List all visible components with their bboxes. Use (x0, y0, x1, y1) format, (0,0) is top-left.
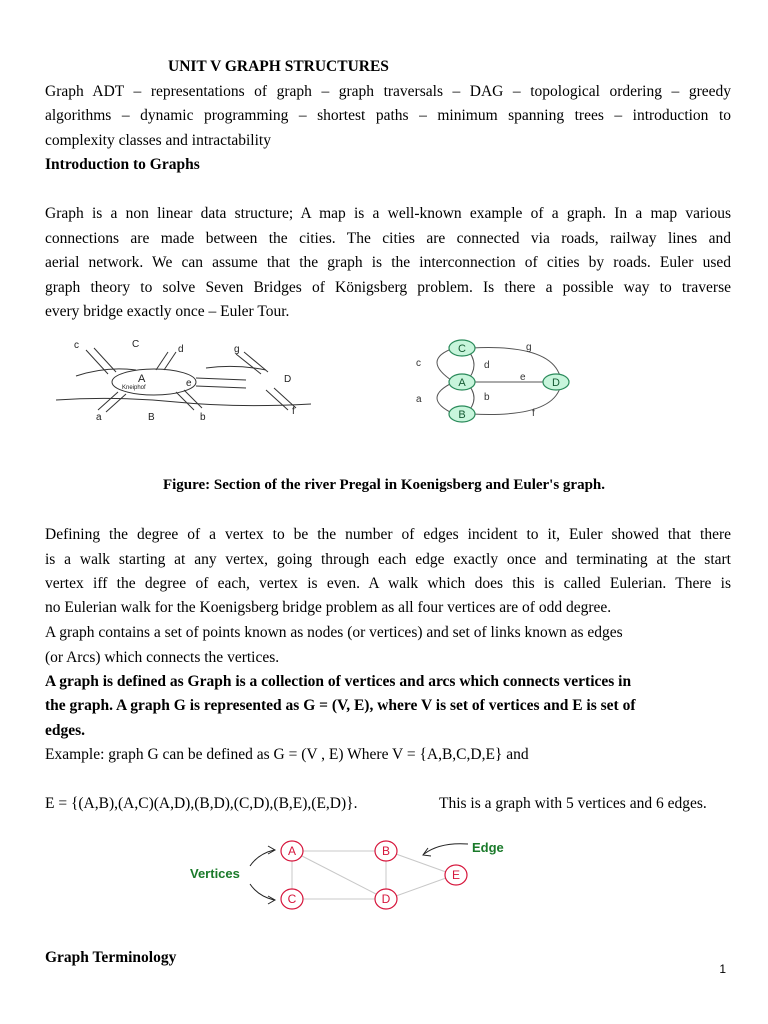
bridge-e (196, 378, 246, 380)
bridge-f (266, 390, 288, 410)
bridge-g (244, 352, 268, 372)
node-label: C (287, 892, 297, 906)
edge-label: g (526, 342, 532, 353)
konigsberg-sketch (56, 338, 316, 428)
sketch-label: A (138, 373, 146, 385)
edge-ad (302, 856, 376, 894)
sketch-label: b (200, 412, 206, 423)
intro-paragraph-line: graph theory to solve Seven Bridges of Königsberg problem. Is there a possible way to traverse (45, 279, 731, 296)
node-label: B (458, 409, 466, 421)
sketch-label: B (148, 412, 155, 423)
bridge-e (196, 386, 246, 388)
euler-graph (410, 336, 590, 426)
edge-arrow (424, 844, 468, 854)
page-number: 1 (719, 962, 726, 976)
page-title: UNIT V GRAPH STRUCTURES (168, 58, 389, 75)
degree-paragraph-line: vertex iff the degree of each, vertex is even. A walk which does this is called Eulerian. There is (45, 575, 731, 592)
sketch-label: c (74, 340, 79, 351)
river-bank-line (76, 366, 266, 376)
edge-label: a (416, 394, 422, 405)
node-label: B (381, 844, 391, 858)
sketch-label: a (96, 412, 102, 423)
bold-definition-line: the graph. A graph G is represented as G = (V, E), where V is set of vertices and E is set of (45, 697, 636, 714)
bold-definition-line: edges. (45, 722, 86, 739)
intro-paragraph-line: aerial network. We can assume that the graph is the interconnection of cities by roads. Euler used (45, 254, 731, 271)
edge-label: e (520, 372, 526, 383)
syllabus-line: complexity classes and intractability (45, 132, 271, 149)
terminology-heading: Graph Terminology (45, 949, 177, 966)
node-label: E (451, 868, 461, 882)
edge-label: b (484, 392, 490, 403)
edge-set-line: E = {(A,B),(A,C)(A,D),(B,D),(C,D),(B,E),(E,D)}. (45, 795, 358, 812)
intro-paragraph-line: Graph is a non linear data structure; A map is a well-known example of a graph. In a map various (45, 205, 731, 222)
bridge-c (94, 348, 116, 372)
edge-label: c (416, 358, 421, 369)
degree-paragraph-line: Defining the degree of a vertex to be the number of edges incident to it, Euler showed that there (45, 526, 731, 543)
bridge-a (106, 394, 126, 412)
edge-label: d (484, 360, 490, 371)
node-label: D (552, 377, 560, 389)
bridge-b (176, 392, 194, 410)
graph-definition-line: A graph contains a set of points known as nodes (or vertices) and set of links known as edges (45, 624, 623, 641)
graph-definition-line: (or Arcs) which connects the vertices. (45, 649, 280, 666)
sketch-label: g (234, 344, 240, 355)
edge-label: f (532, 408, 535, 419)
bold-definition-line: A graph is defined as Graph is a collection of vertices and arcs which connects vertices in (45, 673, 632, 690)
sketch-label: f (292, 406, 295, 417)
sketch-label: e (186, 378, 192, 389)
sketch-label: D (284, 374, 292, 385)
degree-paragraph-line: no Eulerian walk for the Koenigsberg bridge problem as all four vertices are of odd degree. (45, 599, 612, 616)
vertices-label: Vertices (190, 866, 240, 881)
syllabus-line: algorithms – dynamic programming – shortest paths – minimum spanning trees – introduction to (45, 107, 731, 124)
intro-heading: Introduction to Graphs (45, 156, 200, 173)
island-label: Kneiphof (122, 385, 146, 391)
bridge-b (184, 390, 202, 408)
node-label: C (458, 343, 466, 355)
example-line: Example: graph G can be defined as G = (V , E) Where V = {A,B,C,D,E} and (45, 746, 529, 763)
sketch-label: d (178, 344, 184, 355)
degree-paragraph-line: is a walk starting at any vertex, going through each edge exactly once and terminating at the start (45, 551, 731, 568)
sketch-label: C (132, 339, 140, 350)
syllabus-line: Graph ADT – representations of graph – graph traversals – DAG – topological ordering – greedy (45, 83, 731, 100)
intro-paragraph-line: every bridge exactly once – Euler Tour. (45, 303, 290, 320)
kneiphof-island (112, 369, 196, 395)
bridge-g (236, 354, 261, 374)
node-label: A (458, 377, 466, 389)
node-label: A (287, 844, 297, 858)
bridge-a (98, 392, 118, 410)
intro-paragraph-line: connections are made between the cities. The cities are connected via roads, railway lines and (45, 230, 731, 247)
example-graph (180, 832, 520, 918)
node-label: D (381, 892, 391, 906)
edge-summary-line: This is a graph with 5 vertices and 6 edges. (439, 795, 707, 812)
edge-be (396, 854, 446, 872)
figure-caption: Figure: Section of the river Pregal in Koenigsberg and Euler's graph. (162, 477, 606, 493)
edge-ed (396, 878, 446, 896)
edge-annotation-label: Edge (472, 840, 504, 855)
